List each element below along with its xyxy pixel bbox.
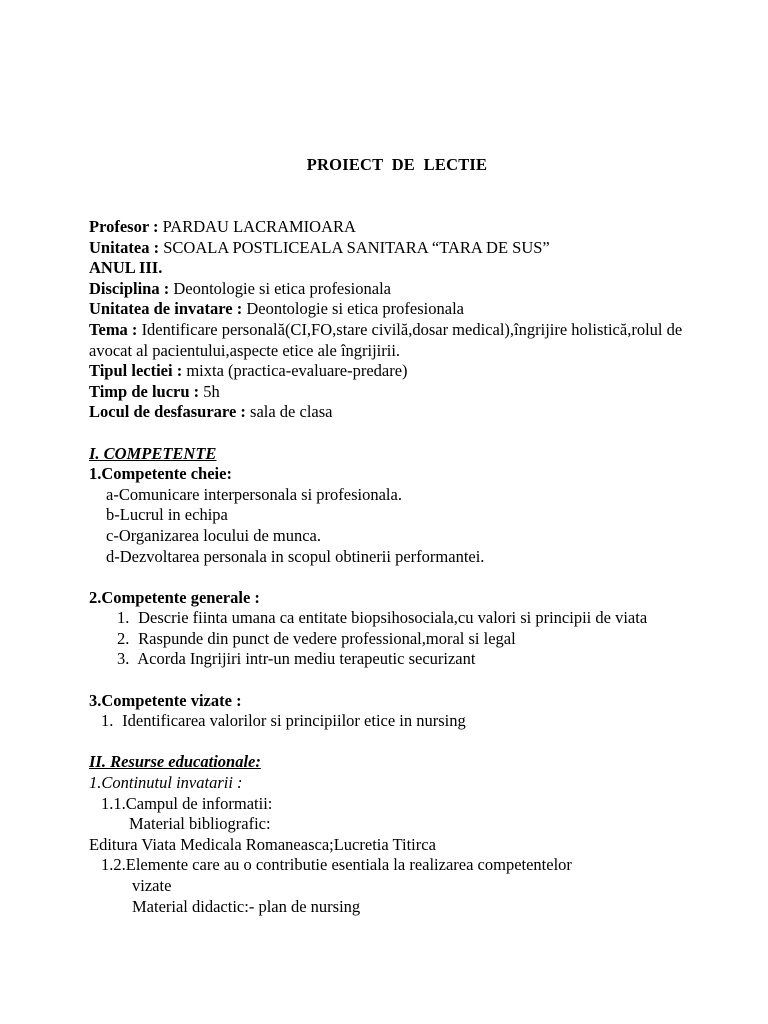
disciplina-label: Disciplina : [89, 278, 174, 298]
locul-value: sala de clasa [250, 402, 333, 422]
item-number: 2. [117, 628, 130, 648]
timp-de-lucru-label: Timp de lucru : [89, 381, 204, 401]
item-text: Acorda Ingrijiri intr-un mediu terapeutic securizant [137, 649, 476, 669]
locul-line [89, 402, 729, 423]
profesor-line [89, 217, 729, 238]
anul-line: ANUL III. [89, 258, 163, 278]
competente-vizate-item [89, 711, 729, 732]
spacer [89, 732, 729, 753]
tema-value: Identificare personală(CI,FO,stare civilă,dosar medical),îngrijire holistică,rolul de avocat al pacientului,aspecte etice ale îngrijirii. [89, 319, 683, 360]
tipul-lectiei-line [89, 361, 729, 382]
disciplina-value: Deontologie si etica profesionala [173, 278, 391, 298]
unitatea-value: SCOALA POSTLICEALA SANITARA “TARA DE SUS” [163, 237, 550, 257]
continut-line: 1.Continutul invatarii : [89, 773, 243, 793]
timp-de-lucru-value: 5h [203, 381, 220, 401]
item-text: Descrie fiinta umana ca entitate biopsihosociala,cu valori si principii de viata [138, 608, 648, 628]
unitatea-invatare-value: Deontologie si etica profesionala [246, 299, 464, 319]
competente-generale-item [89, 608, 729, 629]
competente-vizate-heading: 3.Competente vizate : [89, 690, 242, 710]
tipul-lectiei-label: Tipul lectiei : [89, 361, 187, 381]
disciplina-line [89, 279, 729, 300]
spacer [89, 423, 729, 444]
material-didactic-line: Material didactic:- plan de nursing [132, 896, 361, 916]
document-body [89, 217, 729, 917]
elemente-cont-line: vizate [132, 876, 172, 895]
unitatea-invatare-label: Unitatea de invatare : [89, 299, 247, 319]
page-title: PROIECT DE LECTIE [306, 155, 488, 174]
spacer [89, 567, 729, 588]
editura-line: Editura Viata Medicala Romaneasca;Lucretia Titirca [89, 834, 436, 854]
competente-generale-item [89, 649, 729, 670]
item-number: 1. [117, 608, 130, 628]
timp-de-lucru-line [89, 382, 729, 403]
competente-cheie-item: d-Dezvoltarea personala in scopul obtinerii performantei. [106, 546, 485, 566]
item-number: 3. [117, 649, 130, 669]
competente-cheie-item: b-Lucrul in echipa [106, 505, 228, 525]
tema-label: Tema : [89, 319, 142, 339]
competente-cheie-heading: 1.Competente cheie: [89, 464, 232, 484]
unitatea-line [89, 238, 729, 259]
competente-cheie-item: a-Comunicare interpersonala si profesionala. [106, 484, 402, 504]
item-number: 1. [101, 711, 114, 731]
material-bibliografic-line: Material bibliografic: [129, 814, 271, 834]
competente-heading: I. COMPETENTE [89, 443, 217, 463]
unitatea-label: Unitatea : [89, 237, 164, 257]
tipul-lectiei-value: mixta (practica-evaluare-predare) [186, 361, 408, 381]
profesor-label: Profesor : [89, 217, 163, 236]
unitatea-invatare-line [89, 299, 729, 320]
item-text: Raspunde din punct de vedere professional,moral si legal [138, 628, 516, 648]
elemente-line: 1.2.Elemente care au o contributie esentiala la realizarea competentelor [101, 855, 572, 875]
item-text: Identificarea valorilor si principiilor etice in nursing [122, 711, 466, 731]
spacer [89, 670, 729, 691]
locul-label: Locul de desfasurare : [89, 402, 251, 422]
resurse-heading: II. Resurse educationale: [89, 752, 261, 772]
competente-cheie-item: c-Organizarea locului de munca. [106, 525, 322, 545]
tema-line [89, 320, 729, 361]
profesor-value: PARDAU LACRAMIOARA [162, 217, 356, 236]
competente-generale-heading: 2.Competente generale : [89, 587, 260, 607]
competente-generale-item [89, 629, 729, 650]
campul-informatii-line: 1.1.Campul de informatii: [101, 793, 273, 813]
